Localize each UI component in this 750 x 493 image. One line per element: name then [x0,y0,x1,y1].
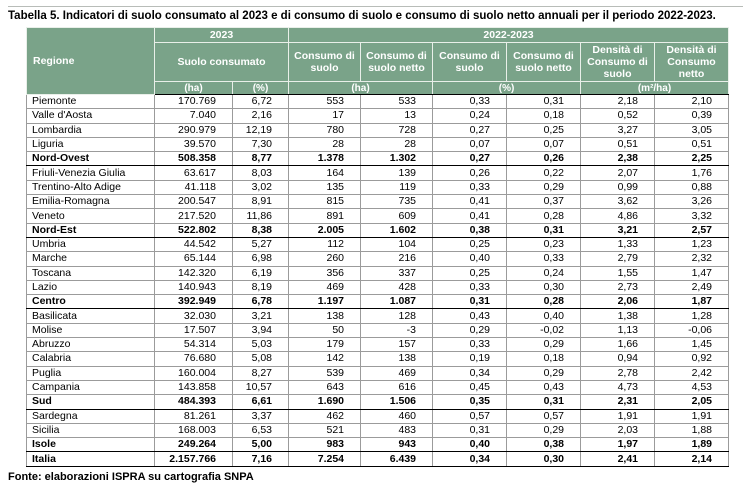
value-cell: 356 [289,266,361,280]
table-row [27,252,729,266]
value-cell: 217.520 [155,209,233,223]
value-cell: 1.602 [361,223,433,237]
region-cell: Isole [27,438,155,452]
value-cell: 1.378 [289,152,361,166]
value-cell: 6,53 [233,423,289,437]
unit-pct-2023: (%) [233,82,289,95]
value-cell: 0,30 [507,280,581,294]
value-cell: 0,39 [655,109,729,123]
value-cell: 41.118 [155,180,233,194]
value-cell: 2,16 [233,109,289,123]
value-cell: 780 [289,123,361,137]
value-cell: 2,57 [655,223,729,237]
value-cell: 5,00 [233,438,289,452]
value-cell: 0,31 [433,295,507,309]
value-cell: 6,98 [233,252,289,266]
value-cell: 2,25 [655,152,729,166]
region-cell: Valle d'Aosta [27,109,155,123]
value-cell: 216 [361,252,433,266]
table-row [27,423,729,437]
region-cell: Marche [27,252,155,266]
value-cell: 0,25 [433,237,507,251]
table-row [27,280,729,294]
value-cell: 63.617 [155,166,233,180]
col-header-consumo-di-suolo-netto-pct: Consumo di suolo netto [507,43,581,82]
value-cell: 1,76 [655,166,729,180]
col-header-densita-consumo-netto: Densità di Consumo netto [655,43,729,82]
value-cell: 0,92 [655,352,729,366]
value-cell: 0,94 [581,352,655,366]
value-cell: 0,25 [433,266,507,280]
table-row [27,109,729,123]
value-cell: 10,57 [233,380,289,394]
value-cell: 7,30 [233,137,289,151]
value-cell: 815 [289,195,361,209]
value-cell: 0,28 [507,209,581,223]
value-cell: 2,79 [581,252,655,266]
value-cell: 553 [289,95,361,109]
value-cell: 1,28 [655,309,729,323]
value-cell: 469 [289,280,361,294]
value-cell: 2,31 [581,395,655,409]
table-row [27,152,729,166]
col-header-consumo-di-suolo-netto-ha: Consumo di suolo netto [361,43,433,82]
table-row [27,366,729,380]
value-cell: 0,31 [507,95,581,109]
value-cell: 7.040 [155,109,233,123]
value-cell: 2.005 [289,223,361,237]
value-cell: 337 [361,266,433,280]
value-cell: 539 [289,366,361,380]
value-cell: 2,03 [581,423,655,437]
value-cell: 4,53 [655,380,729,394]
value-cell: 143.858 [155,380,233,394]
value-cell: 0,40 [507,309,581,323]
value-cell: 0,45 [433,380,507,394]
region-cell: Liguria [27,137,155,151]
table-row [27,209,729,223]
table-row [27,409,729,423]
region-cell: Toscana [27,266,155,280]
value-cell: 0,29 [507,180,581,194]
table-row [27,95,729,109]
value-cell: 2,73 [581,280,655,294]
value-cell: 8,03 [233,166,289,180]
value-cell: 290.979 [155,123,233,137]
value-cell: 1,66 [581,338,655,352]
region-cell: Piemonte [27,95,155,109]
value-cell: 8,91 [233,195,289,209]
value-cell: 3,05 [655,123,729,137]
col-header-consumo-di-suolo-pct: Consumo di suolo [433,43,507,82]
value-cell: 0,26 [433,166,507,180]
value-cell: 522.802 [155,223,233,237]
region-cell: Sicilia [27,423,155,437]
value-cell: 1,33 [581,237,655,251]
value-cell: 44.542 [155,237,233,251]
region-cell: Veneto [27,209,155,223]
region-cell: Lazio [27,280,155,294]
unit-pct-2022-2023: (%) [433,82,581,95]
table-row [27,395,729,409]
value-cell: 0,40 [433,252,507,266]
value-cell: 6.439 [361,452,433,466]
value-cell: 735 [361,195,433,209]
region-cell: Centro [27,295,155,309]
value-cell: 1,13 [581,323,655,337]
value-cell: 3,94 [233,323,289,337]
value-cell: 4,73 [581,380,655,394]
value-cell: 428 [361,280,433,294]
value-cell: 1,91 [655,409,729,423]
col-group-2022-2023: 2022-2023 [289,28,729,43]
value-cell: 0,07 [507,137,581,151]
value-cell: 7.254 [289,452,361,466]
value-cell: 0,38 [507,438,581,452]
value-cell: 28 [361,137,433,151]
region-cell: Molise [27,323,155,337]
value-cell: 119 [361,180,433,194]
value-cell: 2,49 [655,280,729,294]
value-cell: 8,38 [233,223,289,237]
value-cell: 11,86 [233,209,289,223]
unit-ha-2022-2023: (ha) [289,82,433,95]
value-cell: 533 [361,95,433,109]
value-cell: 0,35 [433,395,507,409]
value-cell: 17.507 [155,323,233,337]
value-cell: 0,57 [433,409,507,423]
value-cell: 3,21 [581,223,655,237]
col-group-2023: 2023 [155,28,289,43]
value-cell: 0,26 [507,152,581,166]
value-cell: 0,99 [581,180,655,194]
value-cell: 0,22 [507,166,581,180]
region-cell: Calabria [27,352,155,366]
table-row [27,323,729,337]
col-header-densita-consumo-di-suolo: Densità di Consumo di suolo [581,43,655,82]
value-cell: 3,21 [233,309,289,323]
value-cell: 6,78 [233,295,289,309]
value-cell: 0,25 [507,123,581,137]
value-cell: 2.157.766 [155,452,233,466]
value-cell: 0,28 [507,295,581,309]
source-note: Fonte: elaborazioni ISPRA su cartografia SNPA [8,471,254,483]
value-cell: 142.320 [155,266,233,280]
value-cell: 3,37 [233,409,289,423]
value-cell: 3,32 [655,209,729,223]
value-cell: 170.769 [155,95,233,109]
value-cell: 54.314 [155,338,233,352]
value-cell: 0,43 [507,380,581,394]
value-cell: 0,29 [507,366,581,380]
value-cell: 260 [289,252,361,266]
value-cell: 0,29 [507,338,581,352]
value-cell: 2,41 [581,452,655,466]
value-cell: 3,02 [233,180,289,194]
value-cell: 50 [289,323,361,337]
value-cell: 0,40 [433,438,507,452]
value-cell: 8,19 [233,280,289,294]
value-cell: 5,03 [233,338,289,352]
value-cell: 0,33 [433,95,507,109]
table-row [27,266,729,280]
region-cell: Campania [27,380,155,394]
value-cell: 0,41 [433,195,507,209]
value-cell: 0,33 [507,252,581,266]
value-cell: 5,08 [233,352,289,366]
value-cell: 140.943 [155,280,233,294]
value-cell: 0,31 [507,223,581,237]
value-cell: 2,05 [655,395,729,409]
soil-consumption-table [26,27,729,467]
value-cell: 0,57 [507,409,581,423]
value-cell: 521 [289,423,361,437]
value-cell: 2,07 [581,166,655,180]
value-cell: 1.197 [289,295,361,309]
value-cell: 7,16 [233,452,289,466]
value-cell: 142 [289,352,361,366]
value-cell: 1.087 [361,295,433,309]
table-row [27,380,729,394]
region-cell: Sardegna [27,409,155,423]
value-cell: 0,37 [507,195,581,209]
value-cell: 76.680 [155,352,233,366]
table-row [27,123,729,137]
value-cell: 484.393 [155,395,233,409]
value-cell: 1,47 [655,266,729,280]
table-row [27,309,729,323]
value-cell: 643 [289,380,361,394]
value-cell: 0,52 [581,109,655,123]
value-cell: 1,97 [581,438,655,452]
value-cell: 2,06 [581,295,655,309]
unit-ha-2023: (ha) [155,82,233,95]
value-cell: 104 [361,237,433,251]
region-cell: Nord-Est [27,223,155,237]
value-cell: 0,41 [433,209,507,223]
value-cell: 728 [361,123,433,137]
value-cell: 0,38 [433,223,507,237]
table-row [27,237,729,251]
value-cell: 249.264 [155,438,233,452]
value-cell: 0,34 [433,366,507,380]
value-cell: 0,88 [655,180,729,194]
value-cell: 8,27 [233,366,289,380]
table-row [27,166,729,180]
col-header-regione: Regione [27,28,155,95]
table-caption: Tabella 5. Indicatori di suolo consumato al 2023 e di consumo di suolo e consumo di suolo netto annuali per il periodo 2022-2023. [8,10,716,22]
value-cell: 392.949 [155,295,233,309]
table-header [27,28,729,95]
value-cell: 616 [361,380,433,394]
value-cell: 168.003 [155,423,233,437]
value-cell: 0,51 [655,137,729,151]
table-body [27,95,729,467]
col-header-consumo-di-suolo-ha: Consumo di suolo [289,43,361,82]
value-cell: 157 [361,338,433,352]
value-cell: 0,18 [507,352,581,366]
value-cell: 179 [289,338,361,352]
value-cell: 1,87 [655,295,729,309]
value-cell: 1.506 [361,395,433,409]
value-cell: 1,91 [581,409,655,423]
value-cell: 0,51 [581,137,655,151]
value-cell: 943 [361,438,433,452]
value-cell: 1,23 [655,237,729,251]
value-cell: 0,29 [433,323,507,337]
value-cell: 0,31 [433,423,507,437]
value-cell: 200.547 [155,195,233,209]
value-cell: 164 [289,166,361,180]
value-cell: 2,14 [655,452,729,466]
table-row [27,295,729,309]
value-cell: 0,33 [433,280,507,294]
value-cell: 2,42 [655,366,729,380]
value-cell: 483 [361,423,433,437]
value-cell: 65.144 [155,252,233,266]
table-row [27,338,729,352]
value-cell: 17 [289,109,361,123]
value-cell: 0,27 [433,123,507,137]
value-cell: -0,02 [507,323,581,337]
value-cell: 460 [361,409,433,423]
value-cell: 0,33 [433,338,507,352]
value-cell: 4,86 [581,209,655,223]
value-cell: 0,29 [507,423,581,437]
region-cell: Friuli-Venezia Giulia [27,166,155,180]
value-cell: 13 [361,109,433,123]
value-cell: 138 [289,309,361,323]
value-cell: 138 [361,352,433,366]
value-cell: 983 [289,438,361,452]
table-row [27,352,729,366]
value-cell: 3,26 [655,195,729,209]
value-cell: 6,19 [233,266,289,280]
table-row [27,438,729,452]
value-cell: 32.030 [155,309,233,323]
region-cell: Basilicata [27,309,155,323]
value-cell: 0,23 [507,237,581,251]
value-cell: 2,38 [581,152,655,166]
value-cell: 462 [289,409,361,423]
value-cell: 5,27 [233,237,289,251]
value-cell: 0,43 [433,309,507,323]
value-cell: 28 [289,137,361,151]
region-cell: Abruzzo [27,338,155,352]
value-cell: 508.358 [155,152,233,166]
value-cell: 6,61 [233,395,289,409]
value-cell: 1,88 [655,423,729,437]
value-cell: 2,18 [581,95,655,109]
value-cell: -0,06 [655,323,729,337]
unit-m2-ha: (m²/ha) [581,82,729,95]
value-cell: 0,19 [433,352,507,366]
value-cell: 6,72 [233,95,289,109]
value-cell: 2,32 [655,252,729,266]
region-cell: Umbria [27,237,155,251]
value-cell: 0,31 [507,395,581,409]
value-cell: 0,34 [433,452,507,466]
region-cell: Nord-Ovest [27,152,155,166]
value-cell: 0,07 [433,137,507,151]
table-row [27,223,729,237]
value-cell: 8,77 [233,152,289,166]
value-cell: 1,89 [655,438,729,452]
value-cell: 0,24 [507,266,581,280]
value-cell: 1.302 [361,152,433,166]
value-cell: 12,19 [233,123,289,137]
value-cell: 891 [289,209,361,223]
region-cell: Puglia [27,366,155,380]
value-cell: 609 [361,209,433,223]
value-cell: 112 [289,237,361,251]
value-cell: 1.690 [289,395,361,409]
value-cell: 1,55 [581,266,655,280]
value-cell: 139 [361,166,433,180]
table-row [27,452,729,466]
value-cell: 0,18 [507,109,581,123]
region-cell: Emilia-Romagna [27,195,155,209]
value-cell: 2,78 [581,366,655,380]
value-cell: 3,62 [581,195,655,209]
value-cell: 0,33 [433,180,507,194]
region-cell: Lombardia [27,123,155,137]
table-row [27,180,729,194]
value-cell: 128 [361,309,433,323]
value-cell: 39.570 [155,137,233,151]
value-cell: 160.004 [155,366,233,380]
value-cell: -3 [361,323,433,337]
value-cell: 2,10 [655,95,729,109]
region-cell: Sud [27,395,155,409]
value-cell: 135 [289,180,361,194]
header-group-row [27,28,729,43]
value-cell: 1,45 [655,338,729,352]
value-cell: 0,30 [507,452,581,466]
table-row [27,195,729,209]
value-cell: 469 [361,366,433,380]
top-rule [8,6,743,7]
value-cell: 81.261 [155,409,233,423]
value-cell: 1,38 [581,309,655,323]
table-row [27,137,729,151]
region-cell: Italia [27,452,155,466]
value-cell: 0,24 [433,109,507,123]
col-header-suolo-consumato: Suolo consumato [155,43,289,82]
value-cell: 0,27 [433,152,507,166]
value-cell: 3,27 [581,123,655,137]
region-cell: Trentino-Alto Adige [27,180,155,194]
